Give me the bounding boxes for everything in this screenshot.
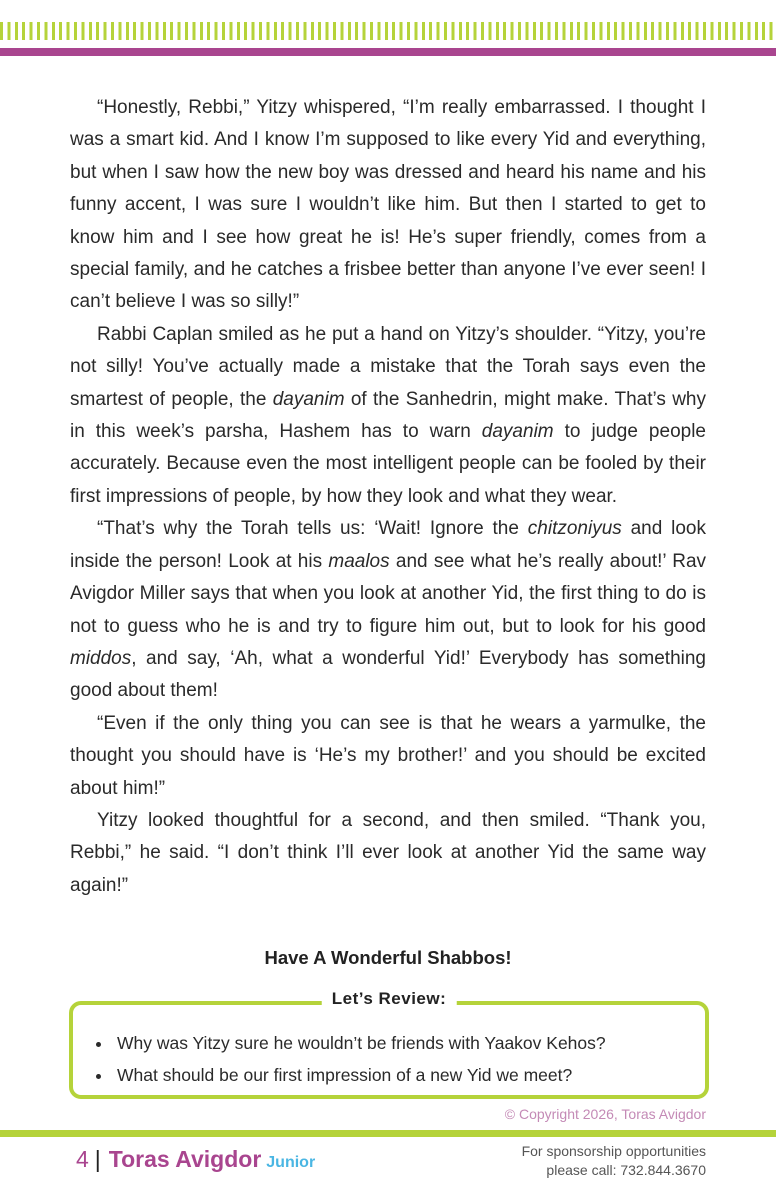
- review-question: • What should be our first impression of a new Yid we meet?: [113, 1059, 606, 1091]
- footer-green-bar: [0, 1130, 776, 1137]
- footer-brand: [76, 1146, 315, 1173]
- italic-term: dayanim: [481, 421, 554, 443]
- review-question: • Why was Yitzy sure he wouldn’t be friends with Yaakov Kehos?: [113, 1027, 606, 1059]
- story-paragraph: [70, 805, 706, 902]
- story-paragraph: [70, 708, 706, 805]
- review-box: [69, 989, 709, 1099]
- brand-suffix: Junior: [266, 1154, 316, 1171]
- italic-term: chitzoniyus: [527, 518, 622, 540]
- text-segment: , and say, ‘Ah, what a wonderful Yid!’ Everybody has something good about them!: [70, 647, 706, 702]
- closing-line: Have A Wonderful Shabbos!: [264, 947, 512, 968]
- text-segment: Rabbi Caplan smiled as he put a hand on Yitzy’s shoulder. “Yitzy, you’re not silly! You’ve actually made a mistake that the Torah says even the smartest of people, the: [70, 323, 706, 410]
- copyright: © Copyright 2026, Toras Avigdor: [504, 1106, 706, 1122]
- text-segment: to judge people accurately. Because even the most intelligent people can be fooled by their first impressions of people, by how they look and what they wear.: [70, 421, 706, 507]
- text-segment: and see what he’s really about!’ Rav Avigdor Miller says that when you look at another Yid, the first thing to do is not to guess who he is and try to figure him out, but to look for his good: [70, 550, 707, 637]
- top-tick-border: [0, 22, 776, 40]
- story-paragraph: [70, 92, 706, 319]
- story-body: [70, 92, 706, 902]
- sponsor-phone: please call: 732.844.3670: [546, 1162, 706, 1178]
- text-segment: “Honestly, Rebbi,” Yitzy whispered, “I’m really embarrassed. I thought I was a smart kid. And I know I’m supposed to like every Yid and everything, but when I saw how the new boy was dressed and heard his name and his funny accent, I was sure I wouldn’t like him. But then I started to get to know him and I see how great he is! He’s super friendly, comes from a special family, and he catches a frisbee better than anyone I’ve ever seen! I can’t believe I was so silly!”: [70, 97, 706, 313]
- text-segment: of the Sanhedrin, might make. That’s why in this week’s parsha, Hashem has to warn: [70, 388, 706, 443]
- separator: |: [94, 1146, 101, 1172]
- page-number: 4: [76, 1146, 89, 1172]
- italic-term: maalos: [328, 550, 390, 572]
- text-segment: Yitzy looked thoughtful for a second, and then smiled. “Thank you, Rebbi,” he said. “I don’t think I’ll ever look at another Yid the same way again!”: [70, 809, 706, 896]
- italic-term: middos: [70, 647, 132, 669]
- text-segment: “That’s why the Torah tells us: ‘Wait! Ignore the: [97, 518, 528, 540]
- top-purple-bar: [0, 48, 776, 56]
- sponsorship-info: [522, 1142, 706, 1180]
- text-segment: “Even if the only thing you can see is that he wears a yarmulke, the thought you should have is ‘He’s my brother!’ and you should be excited about him!”: [70, 712, 706, 799]
- brand-name: Toras Avigdor: [108, 1146, 262, 1172]
- text-segment: and look inside the person! Look at his: [70, 518, 706, 572]
- sponsor-line: For sponsorship opportunities: [521, 1143, 706, 1159]
- story-paragraph: [70, 513, 706, 707]
- italic-term: dayanim: [272, 388, 345, 410]
- review-questions: [73, 1027, 606, 1091]
- story-paragraph: [70, 319, 706, 513]
- review-title: Let’s Review:: [322, 989, 457, 1009]
